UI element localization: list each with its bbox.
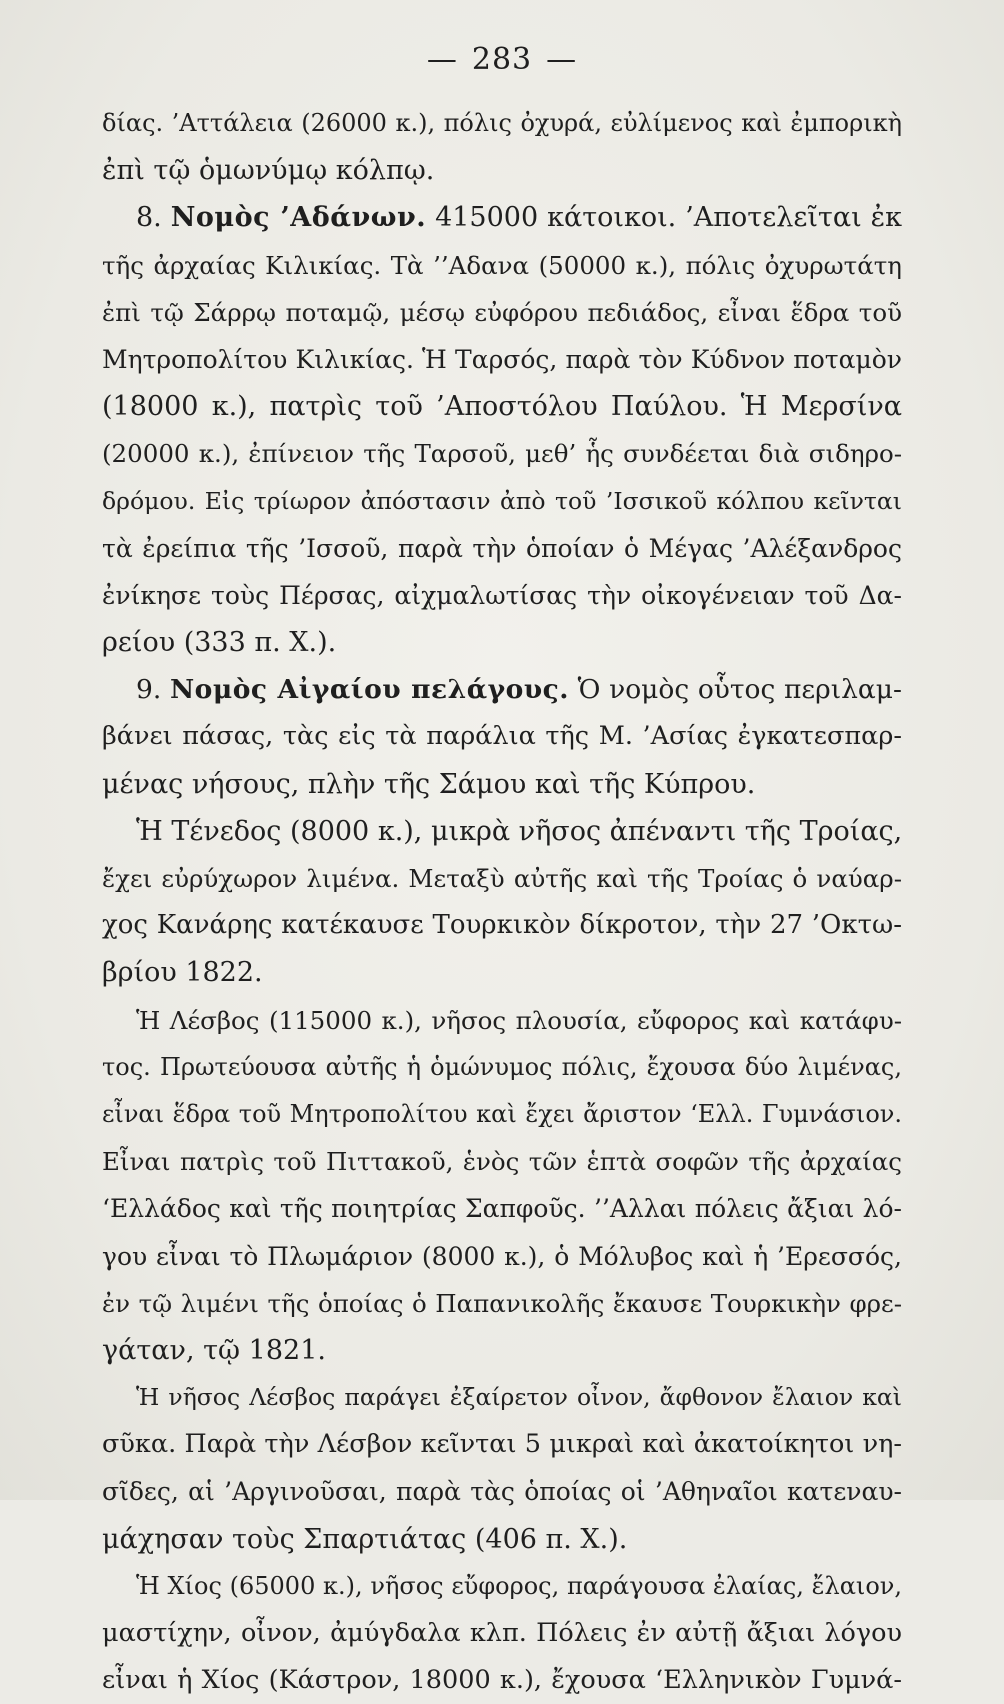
page-number: 283 <box>471 42 533 77</box>
text-line: τῆς ἀρχαίας Κιλικίας. Τὰ ’’Αδανα (50000 κ.), πόλις ὀχυρωτάτη <box>102 250 902 280</box>
text-line: μένας νήσους, πλὴν τῆς Σάμου καὶ τῆς Κύπρου. <box>102 768 756 800</box>
text-line: τὰ ἐρείπια τῆς ’Ισσοῦ, παρὰ τὴν ὁποίαν ὁ Μέγας ’Αλέξανδρος <box>102 533 902 563</box>
text-line: βάνει πάσας, τὰς εἰς τὰ παράλια τῆς Μ. ’Ασίας ἐγκατεσπαρ- <box>102 721 902 752</box>
text-run: 415000 κάτοικοι. ’Αποτελεῖται ἐκ <box>435 202 902 234</box>
dash-left: — <box>426 42 458 77</box>
text-line: ἐπὶ τῷ Σάρρῳ ποταμῷ, μέσῳ εὐφόρου πεδιάδος, εἶναι ἕδρα τοῦ <box>102 297 902 327</box>
text-line: (20000 κ.), ἐπίνειον τῆς Ταρσοῦ, μεθ’ ἧς συνδέεται διὰ σιδηρο- <box>102 439 902 469</box>
text-line: Ἡ Χίος (65000 κ.), νῆσος εὔφορος, παράγουσα ἐλαίας, ἔλαιον, <box>136 1571 902 1600</box>
text-line: βρίου 1822. <box>102 957 263 989</box>
text-line: Ἡ νῆσος Λέσβος παράγει ἐξαίρετον οἶνον, ἄφθονον ἔλαιον καὶ <box>136 1383 902 1412</box>
section-number: 9. <box>136 674 162 706</box>
text-line: εἶναι ἡ Χίος (Κάστρον, 18000 κ.), ἔχουσα ‘Ελληνικὸν Γυμνά- <box>102 1665 902 1696</box>
text-line: Εἶναι πατρὶς τοῦ Πιττακοῦ, ἑνὸς τῶν ἑπτὰ σοφῶν τῆς ἀρχαίας <box>102 1147 902 1177</box>
text-line: ἔχει εὐρύχωρον λιμένα. Μεταξὺ αὐτῆς καὶ τῆς Τροίας ὁ ναύαρ- <box>102 864 902 893</box>
text-line: (18000 κ.), πατρὶς τοῦ ’Αποστόλου Παύλου. Ἡ Μερσίνα <box>102 391 902 423</box>
text-line: σῖδες, αἱ ’Αργινοῦσαι, παρὰ τὰς ὁποίας οἱ ’Αθηναῖοι κατεναυ- <box>102 1477 902 1507</box>
text-line: μαστίχην, οἶνον, ἀμύγδαλα κλπ. Πόλεις ἐν αὐτῇ ἄξιαι λόγου <box>102 1618 902 1648</box>
body-text <box>102 100 902 1704</box>
text-line: ρείου (333 π. Χ.). <box>102 627 337 659</box>
text-line: δίας. ’Αττάλεια (26000 κ.), πόλις ὀχυρά, εὐλίμενος καὶ ἐμπορικὴ <box>102 109 902 137</box>
section-title: Νομὸς ’Αδάνων. <box>170 202 427 234</box>
text-line: Ἡ Τένεδος (8000 κ.), μικρὰ νῆσος ἀπέναντι τῆς Τροίας, <box>136 815 903 847</box>
section-number: 8. <box>136 202 162 234</box>
text-line: δρόμου. Εἰς τρίωρον ἀπόστασιν ἀπὸ τοῦ ’Ισσικοῦ κόλπου κεῖνται <box>102 486 902 515</box>
text-line: ἐπὶ τῷ ὁμωνύμῳ κόλπῳ. <box>102 155 435 187</box>
text-line: εἶναι ἕδρα τοῦ Μητροπολίτου καὶ ἔχει ἄριστον ‘Ελλ. Γυμνάσιον. <box>102 1099 902 1128</box>
dash-right: — <box>546 42 578 77</box>
text-line: χος Κανάρης κατέκαυσε Τουρκικὸν δίκροτον, τὴν 27 ’Οκτω- <box>102 910 902 941</box>
section-title: Νομὸς Αἰγαίου πελάγους. <box>169 674 570 706</box>
page-number-header <box>0 42 1004 77</box>
text-line: ἐνίκησε τοὺς Πέρσας, αἰχμαλωτίσας τὴν οἰκογένειαν τοῦ Δα- <box>102 580 902 610</box>
text-line: γου εἶναι τὸ Πλωμάριον (8000 κ.), ὁ Μόλυβος καὶ ἡ ’Ερεσσός, <box>102 1241 902 1271</box>
text-line: Μητροπολίτου Κιλικίας. Ἡ Ταρσός, παρὰ τὸν Κύδνον ποταμὸν <box>102 344 902 374</box>
text-line: ‘Ελλάδος καὶ τῆς ποιητρίας Σαπφοῦς. ’’Αλλαι πόλεις ἄξιαι λό- <box>102 1194 902 1224</box>
text-line: ἐν τῷ λιμένι τῆς ὁποίας ὁ Παπανικολῆς ἔκαυσε Τουρκικὴν φρε- <box>102 1288 902 1318</box>
text-line: σῦκα. Παρὰ τὴν Λέσβον κεῖνται 5 μικραὶ καὶ ἀκατοίκητοι νη- <box>102 1429 902 1460</box>
text-line: μάχησαν τοὺς Σπαρτιάτας (406 π. Χ.). <box>102 1523 628 1555</box>
section-heading-line <box>102 194 902 241</box>
text-line: τος. Πρωτεύουσα αὐτῆς ἡ ὁμώνυμος πόλις, ἔχουσα δύο λιμένας, <box>102 1052 902 1081</box>
section-heading-line <box>102 666 902 713</box>
text-line: Ἡ Λέσβος (115000 κ.), νῆσος πλουσία, εὔφορος καὶ κατάφυ- <box>136 1005 902 1035</box>
text-line: γάταν, τῷ 1821. <box>102 1334 326 1366</box>
text-run: Ὁ νομὸς οὗτος περιλαμ- <box>577 674 902 706</box>
